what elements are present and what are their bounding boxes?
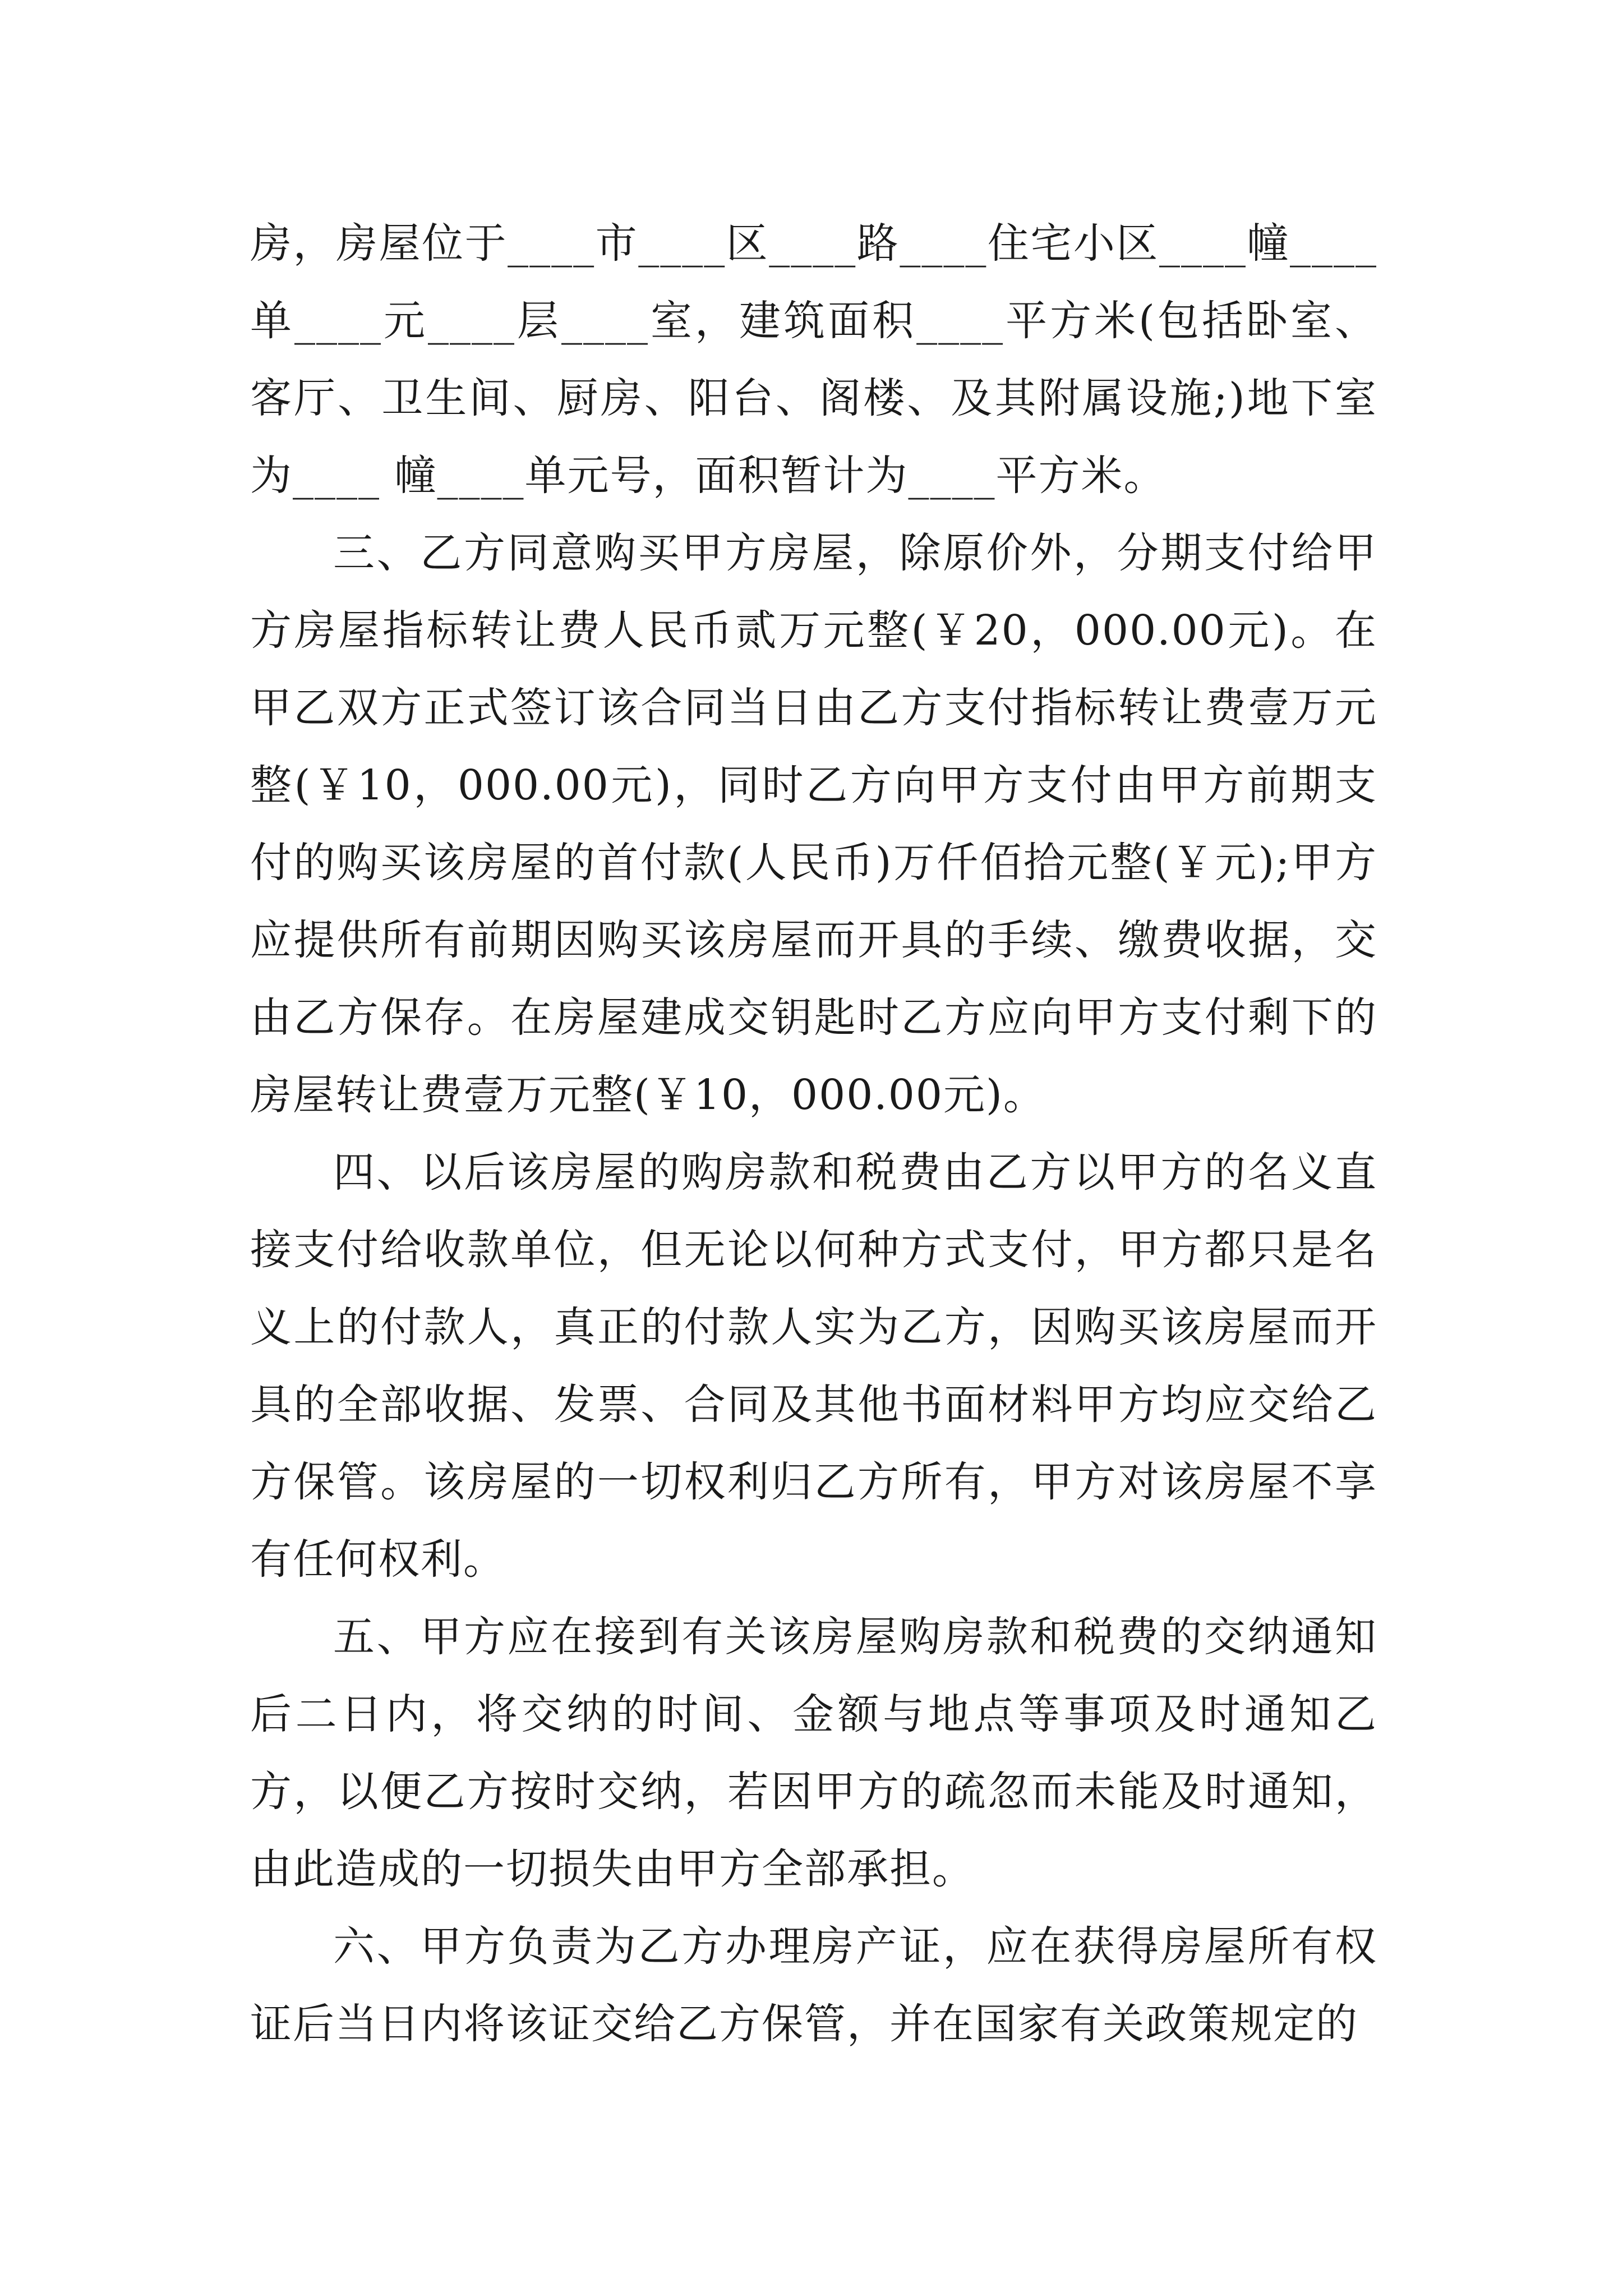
paragraph-clause-3: 三、乙方同意购买甲方房屋，除原价外，分期支付给甲方房屋指标转让费人民币贰万元整(￥20，000.00元)。在甲乙双方正式签订该合同当日由乙方支付指标转让费壹万元整(￥10，000.00元)，同时乙方向甲方支付由甲方前期支付的购买该房屋的首付款(人民币)万仟佰拾元整(￥元);甲方应提供所有前期因购买该房屋而开具的手续、缴费收据，交由乙方保存。在房屋建成交钥匙时乙方应向甲方支付剩下的房屋转让费壹万元整(￥10，000.00元)。 [250,529,1377,1119]
paragraph-clause-5: 五、甲方应在接到有关该房屋购房款和税费的交纳通知后二日内，将交纳的时间、金额与地点等事项及时通知乙方，以便乙方按时交纳，若因甲方的疏忽而未能及时通知，由此造成的一切损失由甲方全部承担。 [250,1613,1377,1893]
paragraph-clause-6: 六、甲方负责为乙方办理房产证，应在获得房屋所有权证后当日内将该证交给乙方保管，并在国家有关政策规定的 [250,1922,1377,2048]
paragraph-property-location: 房，房屋位于____市____区____路____住宅小区____幢____单____元____层____室，建筑面积____平方米(包括卧室、客厅、卫生间、厨房、阳台、阁楼、及其附属设施;)地下室为____ 幢____单元号，面积暂计为____平方米。 [250,219,1377,500]
paragraph-clause-4: 四、以后该房屋的购房款和税费由乙方以甲方的名义直接支付给收款单位，但无论以何种方式支付，甲方都只是名义上的付款人，真正的付款人实为乙方，因购买该房屋而开具的全部收据、发票、合同及其他书面材料甲方均应交给乙方保管。该房屋的一切权利归乙方所有，甲方对该房屋不享有任何权利。 [250,1148,1377,1584]
contract-body [250,205,1377,2063]
